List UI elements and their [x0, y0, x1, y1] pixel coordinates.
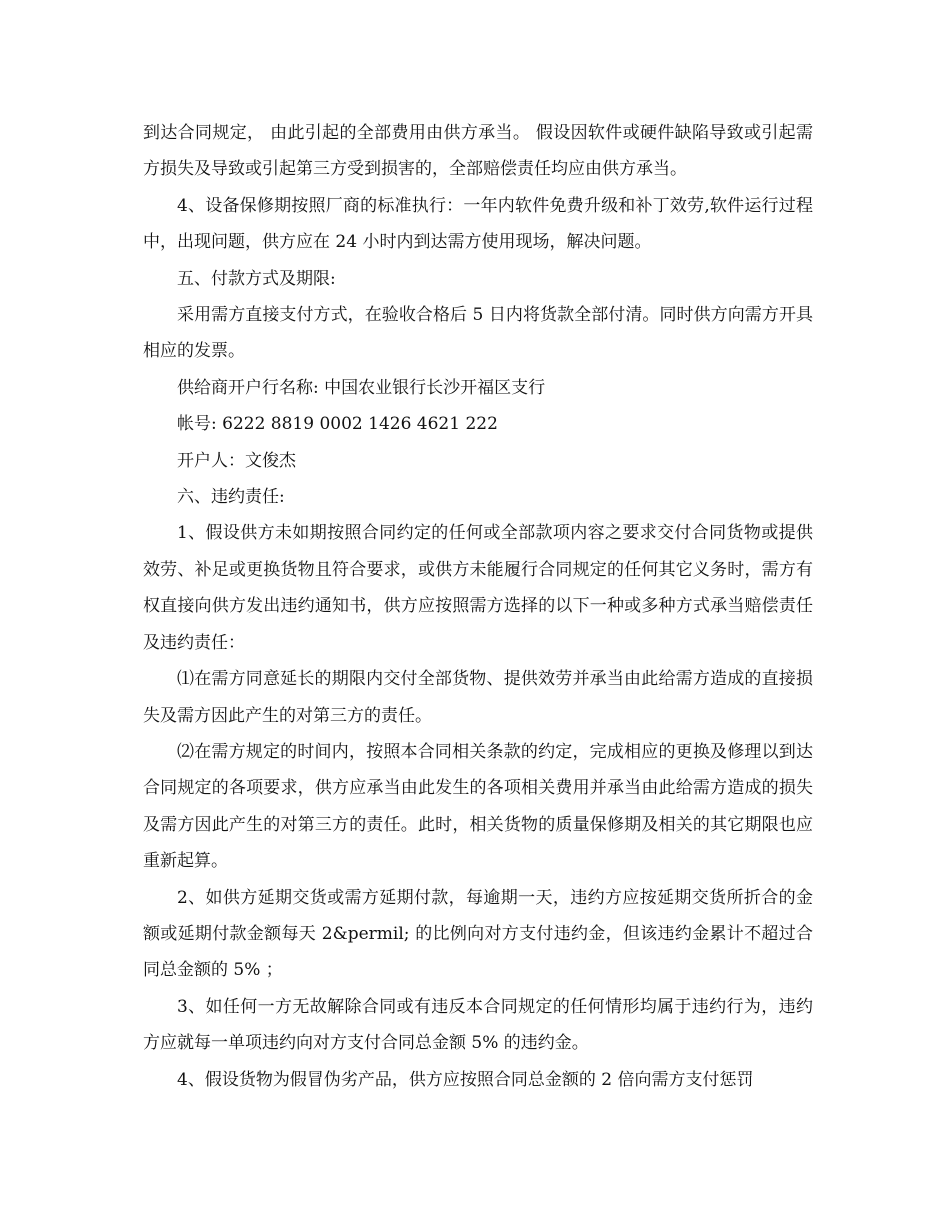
document-body	[143, 115, 813, 1098]
paragraph: 采用需方直接支付方式，在验收合格后 5 日内将货款全部付清。同时供方向需方开具相应的发票。	[143, 305, 813, 362]
section-heading: 五、付款方式及期限:	[177, 268, 336, 289]
account-number-line: 帐号: 6222 8819 0002 1426 4621 222	[177, 414, 498, 435]
paragraph: ⑵在需方规定的时间内，按照本合同相关条款的约定，完成相应的更换及修理以到达合同规定的各项要求，供方应承当由此发生的各项相关费用并承当由此给需方造成的损失及需方因此产生的对第三方的责任。此时，相关货物的质量保修期及相关的其它期限也应重新起算。	[143, 741, 813, 872]
paragraph: 4、假设货物为假冒伪劣产品，供方应按照合同总金额的 2 倍向需方支付惩罚	[177, 1069, 754, 1090]
paragraph: 到达合同规定， 由此引起的全部费用由供方承当。 假设因软件或硬件缺陷导致或引起需方损失及导致或引起第三方受到损害的，全部赔偿责任均应由供方承当。	[143, 123, 813, 180]
paragraph: 2、如供方延期交货或需方延期付款，每逾期一天，违约方应按延期交货所折合的金额或延期付款金额每天 2&permil; 的比例向对方支付违约金，但该违约金累计不超过合同总金额的 5% ；	[143, 887, 813, 981]
section-heading: 六、违约责任:	[177, 487, 285, 508]
paragraph: ⑴在需方同意延长的期限内交付全部货物、提供效劳并承当由此给需方造成的直接损失及需方因此产生的对第三方的责任。	[143, 669, 813, 726]
paragraph: 3、如任何一方无故解除合同或有违反本合同规定的任何情形均属于违约行为，违约方应就每一单项违约向对方支付合同总金额 5% 的违约金。	[143, 996, 813, 1054]
bank-name-line: 供给商开户行名称: 中国农业银行长沙开福区支行	[177, 377, 546, 398]
paragraph: 1、假设供方未如期按照合同约定的任何或全部款项内容之要求交付合同货物或提供效劳、补足或更换货物且符合要求，或供方未能履行合同规定的任何其它义务时，需方有权直接向供方发出违约通知书，供方应按照需方选择的以下一种或多种方式承当赔偿责任及违约责任：	[143, 523, 813, 653]
account-holder-line: 开户人：文俊杰	[177, 450, 296, 471]
paragraph: 4、设备保修期按照厂商的标准执行：一年内软件免费升级和补丁效劳,软件运行过程中，出现问题，供方应在 24 小时内到达需方使用现场，解决问题。	[143, 195, 813, 253]
